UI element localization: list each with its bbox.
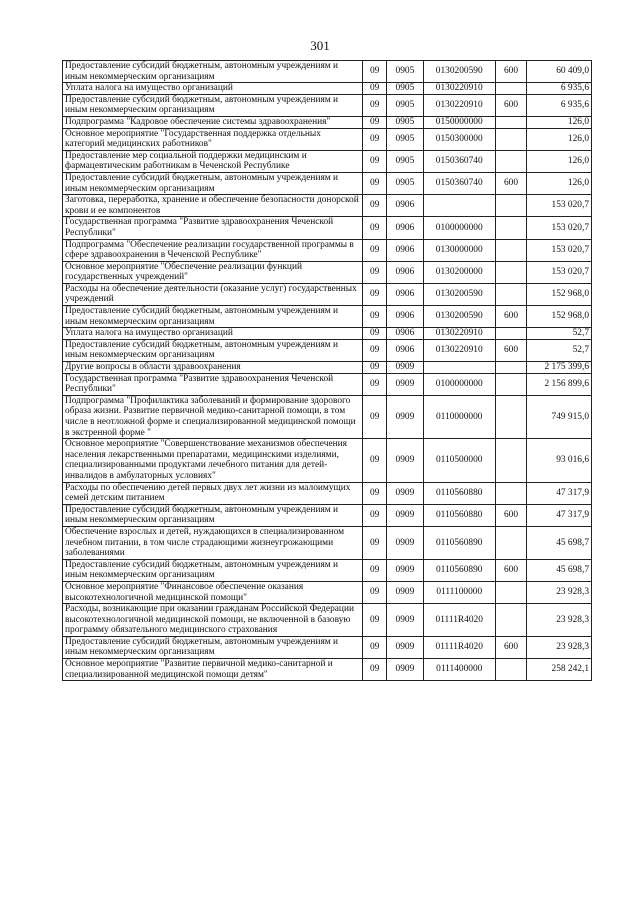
row-section-cell: 09 bbox=[363, 636, 387, 658]
row-expense-type-cell: 600 bbox=[495, 306, 527, 328]
row-expense-type-cell: 600 bbox=[495, 172, 527, 194]
row-name-cell: Предоставление субсидий бюджетным, автономным учреждениям и иным некоммерческим организациям bbox=[63, 504, 363, 526]
row-section-cell: 09 bbox=[363, 61, 387, 83]
row-subsection-cell: 0909 bbox=[386, 581, 423, 603]
row-name-cell: Обеспечение взрослых и детей, нуждающихся в специализированном лечебном питании, в том числе страдающими жизнеугрожающими заболеваниями bbox=[63, 526, 363, 559]
row-amount-cell: 152 968,0 bbox=[527, 306, 592, 328]
row-section-cell: 09 bbox=[363, 526, 387, 559]
row-target-article-cell: 01111R4020 bbox=[423, 604, 495, 637]
row-section-cell: 09 bbox=[363, 581, 387, 603]
row-name-cell: Расходы, возникающие при оказании гражданам Российской Федерации высокотехнологичной медицинской помощи, не включенной в базовую программу обязательного медицинского страхования bbox=[63, 604, 363, 637]
table-row bbox=[63, 636, 592, 658]
row-subsection-cell: 0905 bbox=[386, 94, 423, 116]
row-subsection-cell: 0906 bbox=[386, 306, 423, 328]
row-amount-cell: 52,7 bbox=[527, 339, 592, 361]
budget-table bbox=[62, 60, 592, 681]
table-row bbox=[63, 283, 592, 305]
table-row bbox=[63, 195, 592, 217]
row-name-cell: Предоставление субсидий бюджетным, автономным учреждениям и иным некоммерческим организациям bbox=[63, 61, 363, 83]
row-amount-cell: 6 935,6 bbox=[527, 83, 592, 95]
row-amount-cell: 2 156 899,6 bbox=[527, 373, 592, 395]
table-row bbox=[63, 261, 592, 283]
row-section-cell: 09 bbox=[363, 373, 387, 395]
row-expense-type-cell bbox=[495, 116, 527, 128]
row-expense-type-cell bbox=[495, 328, 527, 340]
row-subsection-cell: 0909 bbox=[386, 439, 423, 482]
row-amount-cell: 126,0 bbox=[527, 172, 592, 194]
row-section-cell: 09 bbox=[363, 659, 387, 681]
row-expense-type-cell bbox=[495, 217, 527, 239]
row-target-article-cell bbox=[423, 195, 495, 217]
table-row bbox=[63, 395, 592, 438]
row-section-cell: 09 bbox=[363, 195, 387, 217]
row-name-cell: Расходы по обеспечению детей первых двух лет жизни из малоимущих семей детским питанием bbox=[63, 482, 363, 504]
table-row bbox=[63, 482, 592, 504]
row-expense-type-cell bbox=[495, 373, 527, 395]
row-target-article-cell: 0111100000 bbox=[423, 581, 495, 603]
row-amount-cell: 258 242,1 bbox=[527, 659, 592, 681]
table-row bbox=[63, 604, 592, 637]
row-target-article-cell: 0100000000 bbox=[423, 217, 495, 239]
row-subsection-cell: 0905 bbox=[386, 172, 423, 194]
row-section-cell: 09 bbox=[363, 504, 387, 526]
row-subsection-cell: 0909 bbox=[386, 636, 423, 658]
row-name-cell: Расходы на обеспечение деятельности (оказание услуг) государственных учреждений bbox=[63, 283, 363, 305]
table-row bbox=[63, 150, 592, 172]
row-amount-cell: 93 016,6 bbox=[527, 439, 592, 482]
row-amount-cell: 153 020,7 bbox=[527, 195, 592, 217]
row-target-article-cell: 0130220910 bbox=[423, 328, 495, 340]
table-row bbox=[63, 439, 592, 482]
row-section-cell: 09 bbox=[363, 604, 387, 637]
row-target-article-cell: 0111400000 bbox=[423, 659, 495, 681]
row-expense-type-cell bbox=[495, 83, 527, 95]
row-section-cell: 09 bbox=[363, 395, 387, 438]
row-subsection-cell: 0909 bbox=[386, 395, 423, 438]
row-subsection-cell: 0905 bbox=[386, 61, 423, 83]
row-section-cell: 09 bbox=[363, 239, 387, 261]
row-subsection-cell: 0906 bbox=[386, 339, 423, 361]
row-target-article-cell: 0110560880 bbox=[423, 504, 495, 526]
row-subsection-cell: 0906 bbox=[386, 217, 423, 239]
row-section-cell: 09 bbox=[363, 150, 387, 172]
row-name-cell: Основное мероприятие "Обеспечение реализации функций государственных учреждений" bbox=[63, 261, 363, 283]
row-target-article-cell: 0110500000 bbox=[423, 439, 495, 482]
row-target-article-cell: 0130200590 bbox=[423, 61, 495, 83]
row-target-article-cell: 0110560890 bbox=[423, 526, 495, 559]
row-name-cell: Основное мероприятие "Государственная поддержка отдельных категорий медицинских работников" bbox=[63, 128, 363, 150]
table-row bbox=[63, 239, 592, 261]
table-row bbox=[63, 94, 592, 116]
table-row bbox=[63, 362, 592, 374]
row-name-cell: Основное мероприятие "Развитие первичной медико-санитарной и специализированной медицинской помощи детям" bbox=[63, 659, 363, 681]
row-target-article-cell: 0130200590 bbox=[423, 306, 495, 328]
row-section-cell: 09 bbox=[363, 283, 387, 305]
row-name-cell: Предоставление субсидий бюджетным, автономным учреждениям и иным некоммерческим организациям bbox=[63, 94, 363, 116]
table-row bbox=[63, 217, 592, 239]
row-name-cell: Государственная программа "Развитие здравоохранения Чеченской Республики" bbox=[63, 373, 363, 395]
row-name-cell: Предоставление субсидий бюджетным, автономным учреждениям и иным некоммерческим организациям bbox=[63, 559, 363, 581]
row-target-article-cell bbox=[423, 362, 495, 374]
row-section-cell: 09 bbox=[363, 339, 387, 361]
table-row bbox=[63, 373, 592, 395]
row-name-cell: Предоставление мер социальной поддержки медицинским и фармацевтическим работникам в Чеченской Республике bbox=[63, 150, 363, 172]
row-target-article-cell: 0100000000 bbox=[423, 373, 495, 395]
row-subsection-cell: 0906 bbox=[386, 283, 423, 305]
row-expense-type-cell: 600 bbox=[495, 94, 527, 116]
row-target-article-cell: 0130220910 bbox=[423, 94, 495, 116]
row-expense-type-cell bbox=[495, 526, 527, 559]
table-row bbox=[63, 559, 592, 581]
row-name-cell: Предоставление субсидий бюджетным, автономным учреждениям и иным некоммерческим организациям bbox=[63, 172, 363, 194]
table-row bbox=[63, 328, 592, 340]
row-expense-type-cell bbox=[495, 659, 527, 681]
table-row bbox=[63, 581, 592, 603]
row-target-article-cell: 01111R4020 bbox=[423, 636, 495, 658]
row-section-cell: 09 bbox=[363, 559, 387, 581]
row-target-article-cell: 0130220910 bbox=[423, 339, 495, 361]
row-expense-type-cell: 600 bbox=[495, 559, 527, 581]
row-expense-type-cell bbox=[495, 362, 527, 374]
table-row bbox=[63, 306, 592, 328]
row-section-cell: 09 bbox=[363, 172, 387, 194]
row-subsection-cell: 0909 bbox=[386, 604, 423, 637]
row-subsection-cell: 0909 bbox=[386, 526, 423, 559]
row-target-article-cell: 0130200000 bbox=[423, 261, 495, 283]
table-row bbox=[63, 172, 592, 194]
row-target-article-cell: 0130000000 bbox=[423, 239, 495, 261]
row-subsection-cell: 0909 bbox=[386, 504, 423, 526]
row-section-cell: 09 bbox=[363, 362, 387, 374]
budget-table-body bbox=[63, 61, 592, 681]
row-amount-cell: 152 968,0 bbox=[527, 283, 592, 305]
row-expense-type-cell: 600 bbox=[495, 339, 527, 361]
row-subsection-cell: 0909 bbox=[386, 482, 423, 504]
row-expense-type-cell bbox=[495, 128, 527, 150]
row-subsection-cell: 0905 bbox=[386, 83, 423, 95]
row-expense-type-cell bbox=[495, 581, 527, 603]
row-name-cell: Заготовка, переработка, хранение и обеспечение безопасности донорской крови и ее компонентов bbox=[63, 195, 363, 217]
row-section-cell: 09 bbox=[363, 116, 387, 128]
row-section-cell: 09 bbox=[363, 83, 387, 95]
row-expense-type-cell bbox=[495, 395, 527, 438]
row-target-article-cell: 0150360740 bbox=[423, 150, 495, 172]
table-row bbox=[63, 659, 592, 681]
row-target-article-cell: 0150360740 bbox=[423, 172, 495, 194]
row-section-cell: 09 bbox=[363, 261, 387, 283]
row-amount-cell: 47 317,9 bbox=[527, 482, 592, 504]
row-expense-type-cell: 600 bbox=[495, 504, 527, 526]
row-amount-cell: 2 175 399,6 bbox=[527, 362, 592, 374]
row-section-cell: 09 bbox=[363, 328, 387, 340]
page-number: 301 bbox=[310, 38, 330, 53]
row-amount-cell: 52,7 bbox=[527, 328, 592, 340]
row-name-cell: Основное мероприятие "Совершенствование механизмов обеспечения населения лекарственными препаратами, медицинскими изделиями, специализированными продуктами лечебного питания для детей-инвалидов в амбулаторных условиях" bbox=[63, 439, 363, 482]
row-name-cell: Подпрограмма "Обеспечение реализации государственной программы в сфере здравоохранения в Чеченской Республике" bbox=[63, 239, 363, 261]
row-subsection-cell: 0905 bbox=[386, 150, 423, 172]
row-amount-cell: 47 317,9 bbox=[527, 504, 592, 526]
row-amount-cell: 126,0 bbox=[527, 116, 592, 128]
table-row bbox=[63, 83, 592, 95]
row-amount-cell: 23 928,3 bbox=[527, 604, 592, 637]
row-amount-cell: 23 928,3 bbox=[527, 581, 592, 603]
row-subsection-cell: 0909 bbox=[386, 559, 423, 581]
row-amount-cell: 153 020,7 bbox=[527, 261, 592, 283]
table-row bbox=[63, 504, 592, 526]
row-section-cell: 09 bbox=[363, 482, 387, 504]
row-subsection-cell: 0906 bbox=[386, 261, 423, 283]
row-expense-type-cell: 600 bbox=[495, 61, 527, 83]
row-amount-cell: 153 020,7 bbox=[527, 239, 592, 261]
row-section-cell: 09 bbox=[363, 128, 387, 150]
row-target-article-cell: 0110560890 bbox=[423, 559, 495, 581]
row-expense-type-cell bbox=[495, 604, 527, 637]
row-section-cell: 09 bbox=[363, 306, 387, 328]
row-expense-type-cell bbox=[495, 239, 527, 261]
row-amount-cell: 6 935,6 bbox=[527, 94, 592, 116]
row-amount-cell: 45 698,7 bbox=[527, 559, 592, 581]
row-name-cell: Уплата налога на имущество организаций bbox=[63, 83, 363, 95]
row-target-article-cell: 0130220910 bbox=[423, 83, 495, 95]
table-row bbox=[63, 116, 592, 128]
row-amount-cell: 126,0 bbox=[527, 150, 592, 172]
row-target-article-cell: 0150300000 bbox=[423, 128, 495, 150]
row-subsection-cell: 0906 bbox=[386, 239, 423, 261]
row-subsection-cell: 0906 bbox=[386, 195, 423, 217]
row-amount-cell: 126,0 bbox=[527, 128, 592, 150]
table-row bbox=[63, 339, 592, 361]
row-name-cell: Государственная программа "Развитие здравоохранения Чеченской Республики" bbox=[63, 217, 363, 239]
row-name-cell: Другие вопросы в области здравоохранения bbox=[63, 362, 363, 374]
row-expense-type-cell bbox=[495, 261, 527, 283]
row-target-article-cell: 0110560880 bbox=[423, 482, 495, 504]
row-amount-cell: 45 698,7 bbox=[527, 526, 592, 559]
row-amount-cell: 60 409,0 bbox=[527, 61, 592, 83]
row-name-cell: Основное мероприятие "Финансовое обеспечение оказания высокотехнологичной медицинской помощи" bbox=[63, 581, 363, 603]
row-subsection-cell: 0909 bbox=[386, 373, 423, 395]
row-target-article-cell: 0150000000 bbox=[423, 116, 495, 128]
row-target-article-cell: 0110000000 bbox=[423, 395, 495, 438]
row-subsection-cell: 0905 bbox=[386, 116, 423, 128]
table-row bbox=[63, 61, 592, 83]
table-row bbox=[63, 526, 592, 559]
row-name-cell: Уплата налога на имущество организаций bbox=[63, 328, 363, 340]
row-section-cell: 09 bbox=[363, 439, 387, 482]
row-expense-type-cell bbox=[495, 439, 527, 482]
row-expense-type-cell bbox=[495, 195, 527, 217]
row-section-cell: 09 bbox=[363, 217, 387, 239]
row-name-cell: Подпрограмма "Профилактика заболеваний и формирование здорового образа жизни. Развитие первичной медико-санитарной помощи, в том числе в неотложной форме и специализированной медицинской помощи в экстренной форме " bbox=[63, 395, 363, 438]
row-name-cell: Предоставление субсидий бюджетным, автономным учреждениям и иным некоммерческим организациям bbox=[63, 339, 363, 361]
row-expense-type-cell bbox=[495, 150, 527, 172]
table-row bbox=[63, 128, 592, 150]
row-amount-cell: 153 020,7 bbox=[527, 217, 592, 239]
row-amount-cell: 23 928,3 bbox=[527, 636, 592, 658]
row-section-cell: 09 bbox=[363, 94, 387, 116]
row-expense-type-cell bbox=[495, 482, 527, 504]
row-name-cell: Подпрограмма "Кадровое обеспечение системы здравоохранения" bbox=[63, 116, 363, 128]
row-target-article-cell: 0130200590 bbox=[423, 283, 495, 305]
row-subsection-cell: 0909 bbox=[386, 362, 423, 374]
row-subsection-cell: 0909 bbox=[386, 659, 423, 681]
row-name-cell: Предоставление субсидий бюджетным, автономным учреждениям и иным некоммерческим организациям bbox=[63, 636, 363, 658]
row-name-cell: Предоставление субсидий бюджетным, автономным учреждениям и иным некоммерческим организациям bbox=[63, 306, 363, 328]
row-expense-type-cell: 600 bbox=[495, 636, 527, 658]
row-expense-type-cell bbox=[495, 283, 527, 305]
row-subsection-cell: 0906 bbox=[386, 328, 423, 340]
row-amount-cell: 749 915,0 bbox=[527, 395, 592, 438]
row-subsection-cell: 0905 bbox=[386, 128, 423, 150]
